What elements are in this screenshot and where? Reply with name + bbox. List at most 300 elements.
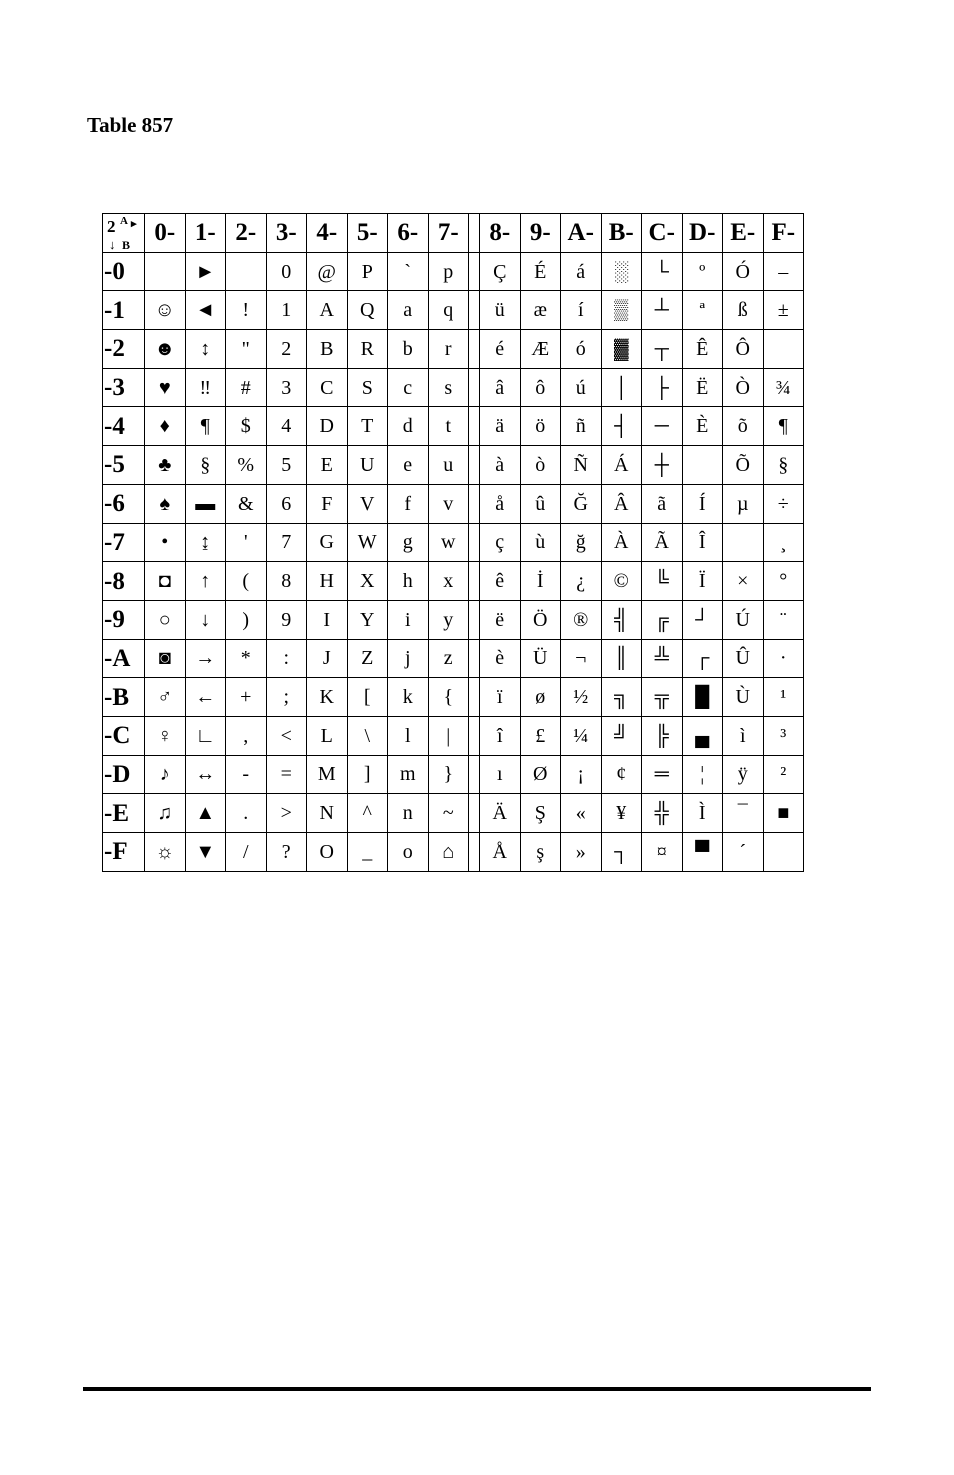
char-cell: Ø xyxy=(520,755,561,794)
char-cell: Õ xyxy=(723,446,764,485)
char-cell: Ê xyxy=(682,330,723,369)
right-arrow-icon: ▸ xyxy=(131,218,137,230)
char-cell: ♫ xyxy=(145,794,186,833)
column-gap xyxy=(469,330,480,369)
char-cell: ╝ xyxy=(601,716,642,755)
char-cell: ( xyxy=(226,562,267,601)
char-cell: f xyxy=(388,484,429,523)
column-gap xyxy=(469,678,480,717)
char-cell: ı xyxy=(480,755,521,794)
char-cell: – xyxy=(763,252,804,291)
char-cell: . xyxy=(226,794,267,833)
char-cell: ¨ xyxy=(763,600,804,639)
column-gap xyxy=(469,291,480,330)
footer-rule xyxy=(83,1387,871,1391)
char-cell: 8 xyxy=(266,562,307,601)
char-cell: ☺ xyxy=(145,291,186,330)
table-row xyxy=(103,678,804,717)
column-gap xyxy=(469,833,480,872)
char-cell: h xyxy=(388,562,429,601)
char-cell: ' xyxy=(226,523,267,562)
char-cell: ▓ xyxy=(601,330,642,369)
table-row xyxy=(103,833,804,872)
table-row xyxy=(103,755,804,794)
char-cell: c xyxy=(388,368,429,407)
column-header: C- xyxy=(642,214,683,253)
char-cell: x xyxy=(428,562,469,601)
char-cell: m xyxy=(388,755,429,794)
char-cell: ¿ xyxy=(561,562,602,601)
char-cell xyxy=(723,523,764,562)
char-cell: D xyxy=(307,407,348,446)
char-cell: ~ xyxy=(428,794,469,833)
row-header: -8 xyxy=(103,562,145,601)
row-header: -2 xyxy=(103,330,145,369)
char-cell: ± xyxy=(763,291,804,330)
char-cell: 6 xyxy=(266,484,307,523)
char-cell: Ò xyxy=(723,368,764,407)
char-cell: ○ xyxy=(145,600,186,639)
char-cell: à xyxy=(480,446,521,485)
char-cell: K xyxy=(307,678,348,717)
char-cell: 5 xyxy=(266,446,307,485)
char-cell: Ï xyxy=(682,562,723,601)
row-header: -0 xyxy=(103,252,145,291)
corner-digit: 2 xyxy=(107,217,116,236)
row-header: -B xyxy=(103,678,145,717)
char-cell: X xyxy=(347,562,388,601)
char-cell: > xyxy=(266,794,307,833)
char-cell: d xyxy=(388,407,429,446)
char-cell: 0 xyxy=(266,252,307,291)
header-row xyxy=(103,214,804,253)
char-cell: Ù xyxy=(723,678,764,717)
char-cell xyxy=(145,252,186,291)
char-cell: Z xyxy=(347,639,388,678)
corner-letter-b: B xyxy=(122,238,131,252)
char-cell: º xyxy=(682,252,723,291)
char-cell: é xyxy=(480,330,521,369)
char-cell: ─ xyxy=(642,407,683,446)
column-gap xyxy=(469,716,480,755)
char-cell: ♣ xyxy=(145,446,186,485)
column-gap xyxy=(469,600,480,639)
char-cell: Á xyxy=(601,446,642,485)
char-cell: ═ xyxy=(642,755,683,794)
char-cell xyxy=(682,446,723,485)
char-cell: → xyxy=(185,639,226,678)
char-cell: 2 xyxy=(266,330,307,369)
char-cell: $ xyxy=(226,407,267,446)
char-cell: b xyxy=(388,330,429,369)
char-cell: ï xyxy=(480,678,521,717)
char-cell: ° xyxy=(763,562,804,601)
char-cell: ▬ xyxy=(185,484,226,523)
char-cell: N xyxy=(307,794,348,833)
column-gap xyxy=(469,446,480,485)
page-title: Table 857 xyxy=(87,113,174,137)
char-cell: i xyxy=(388,600,429,639)
column-header: 8- xyxy=(480,214,521,253)
table-row xyxy=(103,446,804,485)
char-cell: J xyxy=(307,639,348,678)
column-header: 0- xyxy=(145,214,186,253)
char-cell: ■ xyxy=(763,794,804,833)
char-cell: å xyxy=(480,484,521,523)
char-cell: ¤ xyxy=(642,833,683,872)
char-cell: Ü xyxy=(520,639,561,678)
char-cell: : xyxy=(266,639,307,678)
char-cell xyxy=(763,833,804,872)
char-cell: t xyxy=(428,407,469,446)
char-cell: , xyxy=(226,716,267,755)
char-cell: · xyxy=(763,639,804,678)
char-cell: ♀ xyxy=(145,716,186,755)
char-cell: 3 xyxy=(266,368,307,407)
column-header: 6- xyxy=(388,214,429,253)
column-header: 7- xyxy=(428,214,469,253)
char-cell: ù xyxy=(520,523,561,562)
column-header: F- xyxy=(763,214,804,253)
char-cell: ‼ xyxy=(185,368,226,407)
char-cell: ÷ xyxy=(763,484,804,523)
char-cell: ç xyxy=(480,523,521,562)
char-cell: ╣ xyxy=(601,600,642,639)
char-cell: ğ xyxy=(561,523,602,562)
down-arrow-icon: ↓ xyxy=(109,237,116,252)
corner-letter-a: A xyxy=(120,215,128,227)
char-cell: < xyxy=(266,716,307,755)
column-header: A- xyxy=(561,214,602,253)
char-cell: U xyxy=(347,446,388,485)
char-cell: ░ xyxy=(601,252,642,291)
char-cell: ◘ xyxy=(145,562,186,601)
char-cell: ┌ xyxy=(682,639,723,678)
char-cell: e xyxy=(388,446,429,485)
char-cell: s xyxy=(428,368,469,407)
char-cell: = xyxy=(266,755,307,794)
char-cell: í xyxy=(561,291,602,330)
char-cell: F xyxy=(307,484,348,523)
char-cell: W xyxy=(347,523,388,562)
char-cell: Ç xyxy=(480,252,521,291)
char-cell: ♦ xyxy=(145,407,186,446)
char-cell: Ñ xyxy=(561,446,602,485)
char-cell: v xyxy=(428,484,469,523)
char-cell: P xyxy=(347,252,388,291)
char-cell: ¥ xyxy=(601,794,642,833)
char-cell: İ xyxy=(520,562,561,601)
char-cell: ┤ xyxy=(601,407,642,446)
char-cell: T xyxy=(347,407,388,446)
char-cell: ¯ xyxy=(723,794,764,833)
row-header: -F xyxy=(103,833,145,872)
row-header: -A xyxy=(103,639,145,678)
column-header: 5- xyxy=(347,214,388,253)
char-cell: µ xyxy=(723,484,764,523)
column-header: 1- xyxy=(185,214,226,253)
char-cell: ┼ xyxy=(642,446,683,485)
char-cell: ↓ xyxy=(185,600,226,639)
char-cell: [ xyxy=(347,678,388,717)
char-cell: õ xyxy=(723,407,764,446)
char-cell: » xyxy=(561,833,602,872)
row-header: -9 xyxy=(103,600,145,639)
char-cell: ¡ xyxy=(561,755,602,794)
char-cell: ½ xyxy=(561,678,602,717)
char-cell: ▼ xyxy=(185,833,226,872)
char-cell: ! xyxy=(226,291,267,330)
char-cell: Î xyxy=(682,523,723,562)
char-cell: l xyxy=(388,716,429,755)
char-cell: ↑ xyxy=(185,562,226,601)
char-cell: Ğ xyxy=(561,484,602,523)
row-header: -3 xyxy=(103,368,145,407)
row-header: -D xyxy=(103,755,145,794)
char-cell: © xyxy=(601,562,642,601)
char-cell: - xyxy=(226,755,267,794)
char-cell: ^ xyxy=(347,794,388,833)
char-cell: Ö xyxy=(520,600,561,639)
char-cell: ╦ xyxy=(642,678,683,717)
char-cell: ` xyxy=(388,252,429,291)
table-row xyxy=(103,407,804,446)
column-gap xyxy=(469,407,480,446)
char-cell: ñ xyxy=(561,407,602,446)
char-cell: + xyxy=(226,678,267,717)
char-cell: ► xyxy=(185,252,226,291)
char-cell: █ xyxy=(682,678,723,717)
char-cell: ↨ xyxy=(185,523,226,562)
char-cell: « xyxy=(561,794,602,833)
char-cell: n xyxy=(388,794,429,833)
axis-corner-cell xyxy=(103,214,145,253)
char-cell: r xyxy=(428,330,469,369)
char-cell: ╔ xyxy=(642,600,683,639)
table-row xyxy=(103,639,804,678)
char-cell: ∟ xyxy=(185,716,226,755)
char-cell: H xyxy=(307,562,348,601)
char-cell: Í xyxy=(682,484,723,523)
char-cell: Ë xyxy=(682,368,723,407)
char-cell: a xyxy=(388,291,429,330)
char-cell: ¸ xyxy=(763,523,804,562)
char-cell: # xyxy=(226,368,267,407)
char-cell: ú xyxy=(561,368,602,407)
char-cell: │ xyxy=(601,368,642,407)
table-row xyxy=(103,252,804,291)
char-cell: Ú xyxy=(723,600,764,639)
char-cell: A xyxy=(307,291,348,330)
char-cell: ® xyxy=(561,600,602,639)
char-cell: ¶ xyxy=(185,407,226,446)
char-cell: ┬ xyxy=(642,330,683,369)
char-cell: ² xyxy=(763,755,804,794)
char-cell: ♥ xyxy=(145,368,186,407)
char-cell: } xyxy=(428,755,469,794)
char-cell: L xyxy=(307,716,348,755)
char-cell: ▒ xyxy=(601,291,642,330)
char-cell: p xyxy=(428,252,469,291)
char-cell: â xyxy=(480,368,521,407)
char-cell: ┴ xyxy=(642,291,683,330)
column-gap xyxy=(469,252,480,291)
row-header: -C xyxy=(103,716,145,755)
char-cell: ÿ xyxy=(723,755,764,794)
table-row xyxy=(103,484,804,523)
char-cell: ¾ xyxy=(763,368,804,407)
char-cell: Ó xyxy=(723,252,764,291)
char-cell: ♂ xyxy=(145,678,186,717)
char-cell: û xyxy=(520,484,561,523)
column-gap xyxy=(469,755,480,794)
char-cell: ╗ xyxy=(601,678,642,717)
char-cell: ¹ xyxy=(763,678,804,717)
row-header: -1 xyxy=(103,291,145,330)
column-header: B- xyxy=(601,214,642,253)
char-cell: Â xyxy=(601,484,642,523)
char-cell: ³ xyxy=(763,716,804,755)
char-cell: & xyxy=(226,484,267,523)
character-set-table xyxy=(102,213,804,872)
char-cell: × xyxy=(723,562,764,601)
column-gap xyxy=(469,562,480,601)
char-cell: ╠ xyxy=(642,716,683,755)
char-cell: Ş xyxy=(520,794,561,833)
char-cell: { xyxy=(428,678,469,717)
row-header: -6 xyxy=(103,484,145,523)
table-row xyxy=(103,368,804,407)
column-header: 9- xyxy=(520,214,561,253)
char-cell: ┐ xyxy=(601,833,642,872)
char-cell: ┘ xyxy=(682,600,723,639)
char-cell: z xyxy=(428,639,469,678)
column-header: 2- xyxy=(226,214,267,253)
char-cell: ¦ xyxy=(682,755,723,794)
char-cell: Û xyxy=(723,639,764,678)
table-row xyxy=(103,291,804,330)
table-row xyxy=(103,716,804,755)
char-cell: ╬ xyxy=(642,794,683,833)
table-row xyxy=(103,562,804,601)
char-cell: 9 xyxy=(266,600,307,639)
table-row xyxy=(103,330,804,369)
column-gap xyxy=(469,523,480,562)
char-cell: ü xyxy=(480,291,521,330)
char-cell: ☻ xyxy=(145,330,186,369)
char-cell: ä xyxy=(480,407,521,446)
char-cell: V xyxy=(347,484,388,523)
column-header: 4- xyxy=(307,214,348,253)
char-cell: w xyxy=(428,523,469,562)
char-cell: u xyxy=(428,446,469,485)
column-gap xyxy=(469,214,480,253)
char-cell: C xyxy=(307,368,348,407)
char-cell: î xyxy=(480,716,521,755)
char-cell: \ xyxy=(347,716,388,755)
char-cell: § xyxy=(763,446,804,485)
char-cell: O xyxy=(307,833,348,872)
char-cell: @ xyxy=(307,252,348,291)
column-header: 3- xyxy=(266,214,307,253)
char-cell xyxy=(763,330,804,369)
char-cell: Ô xyxy=(723,330,764,369)
char-cell: ▄ xyxy=(682,716,723,755)
char-cell: y xyxy=(428,600,469,639)
char-cell: ´ xyxy=(723,833,764,872)
char-cell: ◄ xyxy=(185,291,226,330)
char-cell: ▲ xyxy=(185,794,226,833)
row-header: -4 xyxy=(103,407,145,446)
char-cell: ☼ xyxy=(145,833,186,872)
char-cell: q xyxy=(428,291,469,330)
char-cell: ş xyxy=(520,833,561,872)
char-cell: ║ xyxy=(601,639,642,678)
table-row xyxy=(103,600,804,639)
column-header: E- xyxy=(723,214,764,253)
char-cell: ; xyxy=(266,678,307,717)
char-cell: ╚ xyxy=(642,562,683,601)
char-cell: É xyxy=(520,252,561,291)
char-cell: ª xyxy=(682,291,723,330)
char-cell: E xyxy=(307,446,348,485)
char-cell: ¼ xyxy=(561,716,602,755)
char-cell: Y xyxy=(347,600,388,639)
char-cell: _ xyxy=(347,833,388,872)
column-gap xyxy=(469,484,480,523)
char-cell: ò xyxy=(520,446,561,485)
char-cell: ã xyxy=(642,484,683,523)
char-cell: ê xyxy=(480,562,521,601)
column-gap xyxy=(469,639,480,678)
char-cell: ó xyxy=(561,330,602,369)
char-cell: ] xyxy=(347,755,388,794)
char-cell: " xyxy=(226,330,267,369)
char-cell: g xyxy=(388,523,429,562)
char-cell: ¶ xyxy=(763,407,804,446)
char-cell: ╩ xyxy=(642,639,683,678)
char-cell: Å xyxy=(480,833,521,872)
char-cell: S xyxy=(347,368,388,407)
char-cell: Æ xyxy=(520,330,561,369)
char-cell: └ xyxy=(642,252,683,291)
char-cell: ö xyxy=(520,407,561,446)
char-cell: À xyxy=(601,523,642,562)
char-cell: ë xyxy=(480,600,521,639)
row-header: -E xyxy=(103,794,145,833)
char-cell: Ã xyxy=(642,523,683,562)
char-cell: æ xyxy=(520,291,561,330)
char-cell: k xyxy=(388,678,429,717)
char-cell: j xyxy=(388,639,429,678)
char-cell: Ì xyxy=(682,794,723,833)
char-cell: ↕ xyxy=(185,330,226,369)
char-cell: è xyxy=(480,639,521,678)
column-header: D- xyxy=(682,214,723,253)
char-cell: / xyxy=(226,833,267,872)
char-cell: G xyxy=(307,523,348,562)
char-cell: ì xyxy=(723,716,764,755)
char-cell: ♠ xyxy=(145,484,186,523)
char-cell: ß xyxy=(723,291,764,330)
char-cell: ¬ xyxy=(561,639,602,678)
char-cell: Ä xyxy=(480,794,521,833)
table-row xyxy=(103,523,804,562)
char-cell: | xyxy=(428,716,469,755)
char-cell: ▀ xyxy=(682,833,723,872)
column-gap xyxy=(469,794,480,833)
char-cell: ¢ xyxy=(601,755,642,794)
